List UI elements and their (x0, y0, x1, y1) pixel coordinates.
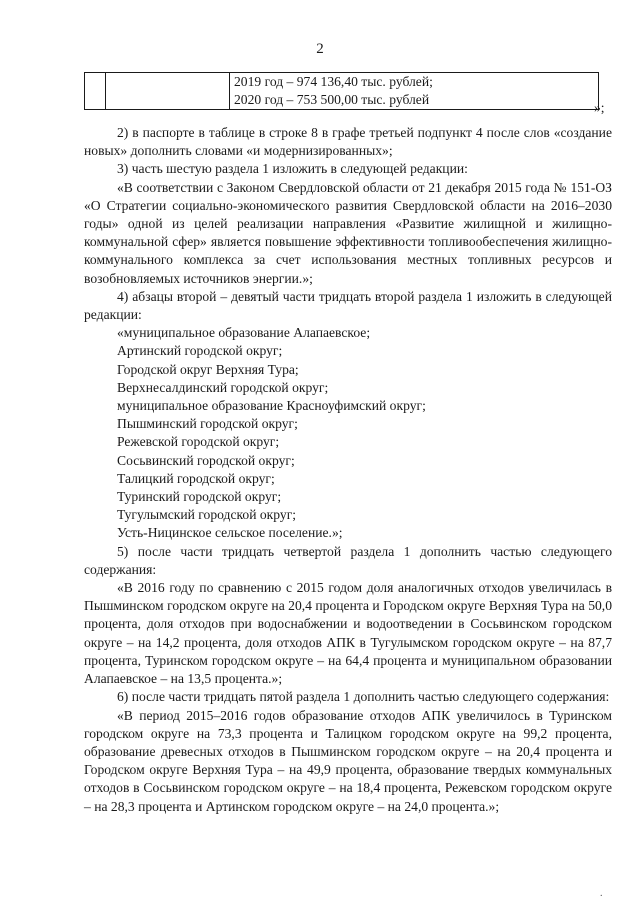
table-cell-3 (230, 73, 599, 110)
table-line: 2020 год – 753 500,00 тыс. рублей (234, 92, 430, 108)
paragraph: 2) в паспорте в таблице в строке 8 в графе третьей подпункт 4 после слов «создание новых» дополнить словами «и модернизированных»; (84, 125, 612, 159)
table-closing-quote: »; (594, 100, 605, 115)
list-item: Тугулымский городской округ; (117, 507, 297, 523)
list-item: Артинский городской округ; (117, 343, 283, 359)
list-item: Талицкий городской округ; (117, 470, 275, 486)
list-item: Верхнесалдинский городской округ; (117, 379, 329, 395)
list-item: Сосьвинский городской округ; (117, 452, 295, 468)
table-row (85, 73, 599, 110)
table-cell-2 (106, 73, 230, 110)
list-item: Усть-Ницинское сельское поселение.»; (117, 525, 343, 541)
table-fragment (84, 72, 599, 110)
list-item: «муниципальное образование Алапаевское; (117, 325, 371, 341)
table-cell-1 (85, 73, 106, 110)
page-number: 2 (316, 41, 324, 57)
document-body (84, 124, 612, 816)
scan-mark: . (600, 888, 603, 899)
list-item: Пышминский городской округ; (117, 416, 298, 432)
municipality-list (84, 324, 612, 542)
paragraph: 4) абзацы второй – девятый части тридцать второй раздела 1 изложить в следующей редакции: (84, 288, 612, 323)
paragraph: 6) после части тридцать пятой раздела 1 дополнить частью следующего содержания: (117, 689, 610, 705)
list-item: муниципальное образование Красноуфимский округ; (117, 398, 426, 414)
paragraph: «В период 2015–2016 годов образование отходов АПК увеличилось в Туринском городском округе на 73,3 процента и Талицком городском округе на 99,2 процента, образование древесных отходов в Пышминском городском округе – на 20,4 процента и Городском округе Верхняя Тура – на 49,9 процента, образование твердых коммунальных отходов в Сосьвинском городском округе – на 18,4 процента, Режевском городском округе – на 28,3 процента и Артинском городском округе – на 24,0 процента.»; (84, 707, 612, 814)
list-item: Городской округ Верхняя Тура; (117, 361, 299, 377)
paragraph: 3) часть шестую раздела 1 изложить в следующей редакции: (117, 161, 468, 177)
table-line: 2019 год – 974 136,40 тыс. рублей; (234, 74, 433, 89)
paragraph: 5) после части тридцать четвертой раздела 1 дополнить частью следующего содержания: (84, 543, 612, 577)
list-item: Режевской городской округ; (117, 434, 280, 450)
paragraph: «В 2016 году по сравнению с 2015 годом доля аналогичных отходов увеличилась в Пышминском городском округе на 20,4 процента и Городском округе Верхняя Тура на 50,0 процента, доля отходов при водоснабжении и водоотведении в Сосьвинском городском округе – на 14,2 процента, доля отходов АПК в Тугулымском городском округе – на 87,7 процента, Туринском городском округе – на 64,4 процента и муниципальном образовании Алапаевское – на 13,5 процента.»; (84, 580, 612, 687)
paragraph: «В соответствии с Законом Свердловской области от 21 декабря 2015 года № 151-ОЗ «О Стратегии социально-экономического развития Свердловской области на 2016–2030 годы» одной из целей реализации направления «Развитие жилищной и жилищно-коммунальной сфер» является повышение эффективности топливообеспечения жилищно-коммунального комплекса за счет использования местных топливных ресурсов и возобновляемых источников энергии.»; (84, 179, 612, 286)
list-item: Туринский городской округ; (117, 489, 282, 505)
